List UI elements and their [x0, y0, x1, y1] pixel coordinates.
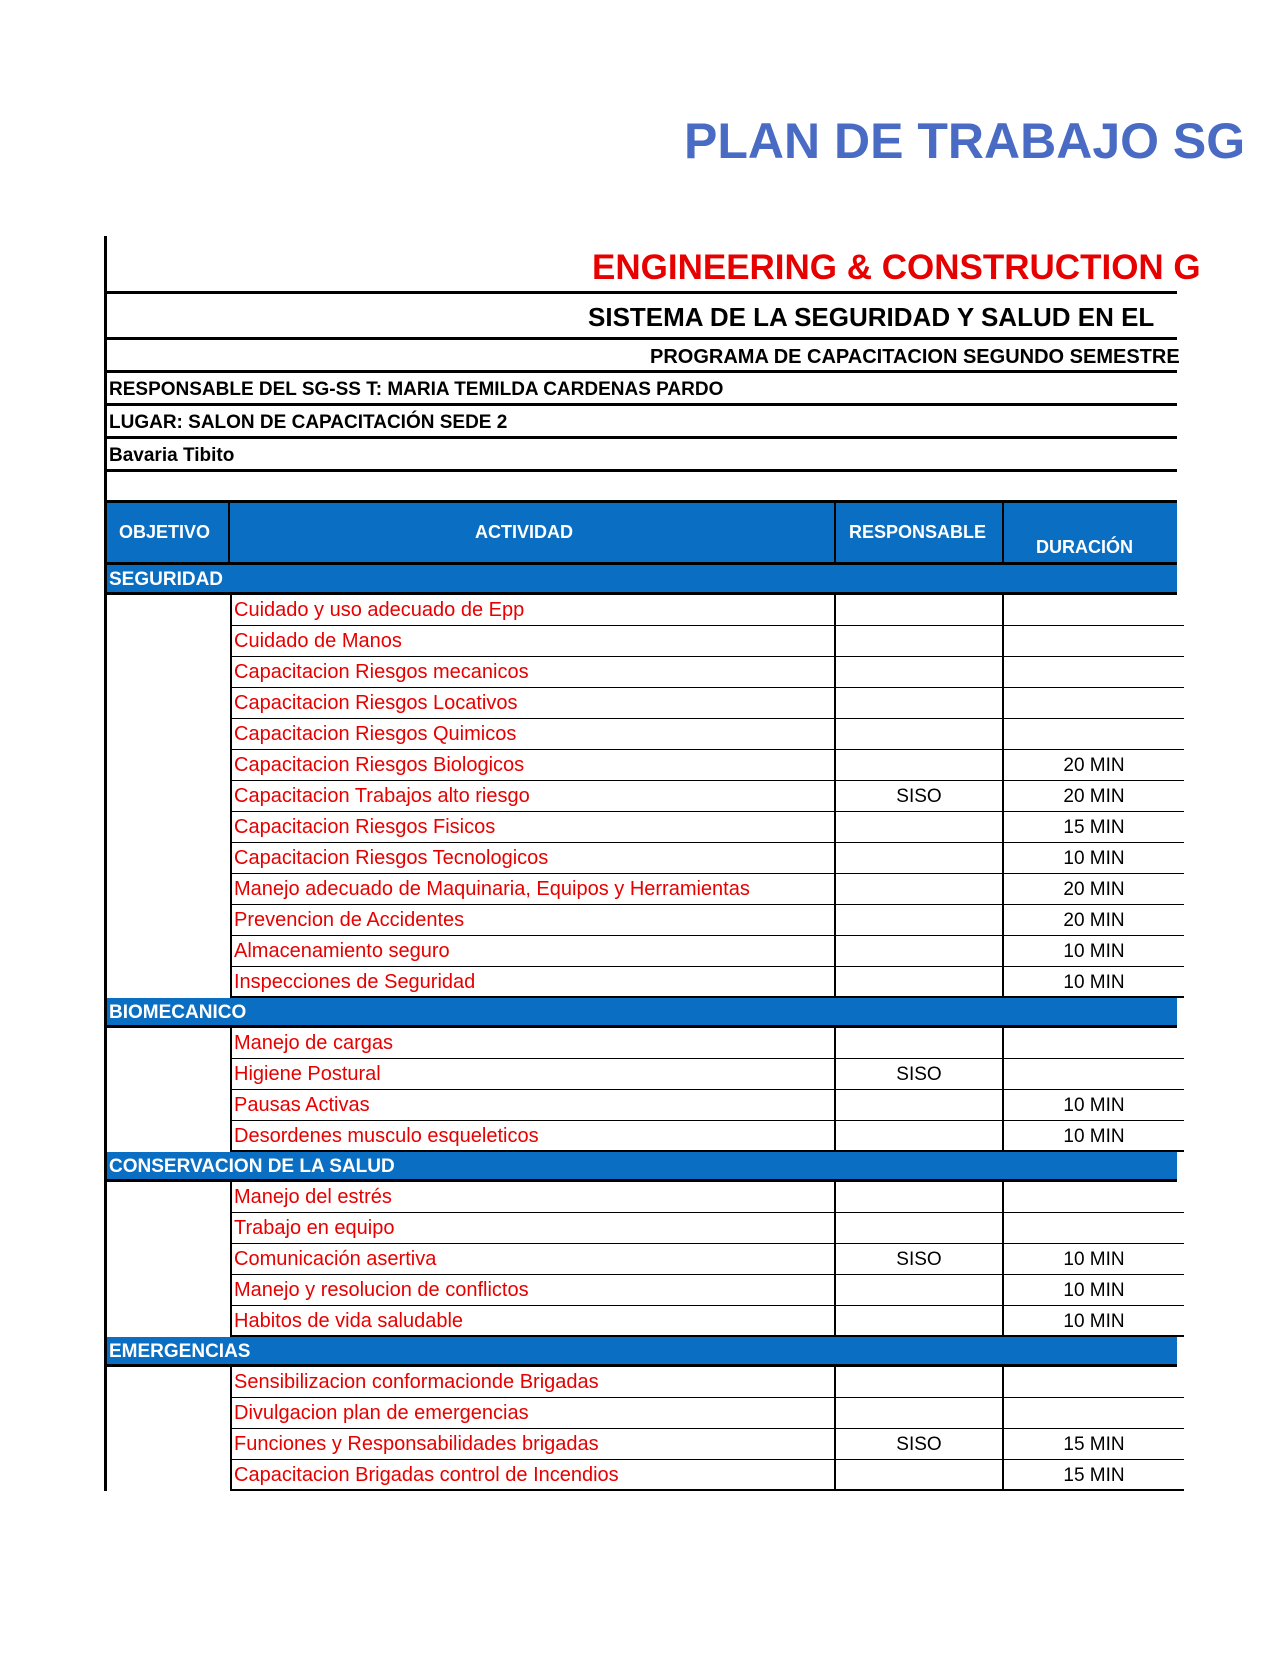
duration-cell	[1004, 1059, 1184, 1090]
table-row	[107, 1090, 1177, 1121]
activity-cell: Manejo de cargas	[230, 1028, 836, 1059]
responsible-cell	[836, 1306, 1004, 1337]
activity-cell: Comunicación asertiva	[230, 1244, 836, 1275]
table-row	[107, 626, 1177, 657]
program-row	[107, 340, 1180, 373]
duration-cell: 20 MIN	[1004, 905, 1184, 936]
header-duration	[1004, 503, 1184, 565]
blank-row	[107, 472, 1177, 503]
activity-cell: Capacitacion Riesgos Tecnologicos	[230, 843, 836, 874]
table-row	[107, 1460, 1177, 1491]
section-name: EMERGENCIAS	[109, 1341, 251, 1362]
responsible-cell	[836, 1182, 1004, 1213]
responsible-cell	[836, 1028, 1004, 1059]
system-row	[107, 294, 1177, 340]
responsible-cell	[836, 1398, 1004, 1429]
page-title: PLAN DE TRABAJO SG	[684, 113, 1246, 169]
program-title: PROGRAMA DE CAPACITACION SEGUNDO SEMESTRE	[650, 346, 1180, 368]
duration-cell: 20 MIN	[1004, 750, 1184, 781]
table-row	[107, 1028, 1177, 1059]
duration-cell	[1004, 688, 1184, 719]
site-row	[107, 439, 1177, 472]
responsible-cell	[836, 1460, 1004, 1491]
activity-cell: Almacenamiento seguro	[230, 936, 836, 967]
activity-cell: Inspecciones de Seguridad	[230, 967, 836, 998]
duration-cell: 15 MIN	[1004, 1429, 1184, 1460]
responsible-cell: SISO	[836, 1244, 1004, 1275]
table-row	[107, 688, 1177, 719]
responsible-text: RESPONSABLE DEL SG-SS T: MARIA TEMILDA CARDENAS PARDO	[109, 379, 724, 400]
responsible-cell	[836, 1275, 1004, 1306]
responsible-cell: SISO	[836, 1059, 1004, 1090]
header-duration-label: DURACIÓN	[1036, 537, 1133, 557]
table-row	[107, 1182, 1177, 1213]
table-row	[107, 936, 1177, 967]
responsible-cell	[836, 874, 1004, 905]
duration-cell: 15 MIN	[1004, 1460, 1184, 1491]
table-row	[107, 657, 1177, 688]
table-row	[107, 967, 1177, 998]
activity-cell: Manejo adecuado de Maquinaria, Equipos y Herramientas	[230, 874, 836, 905]
table-row	[107, 1213, 1177, 1244]
table-row	[107, 812, 1177, 843]
duration-cell	[1004, 1028, 1184, 1059]
system-title: SISTEMA DE LA SEGURIDAD Y SALUD EN EL	[588, 302, 1155, 332]
table-row	[107, 1429, 1177, 1460]
duration-cell: 15 MIN	[1004, 812, 1184, 843]
responsible-cell: SISO	[836, 1429, 1004, 1460]
responsible-cell	[836, 967, 1004, 998]
duration-cell: 10 MIN	[1004, 936, 1184, 967]
table-row	[107, 843, 1177, 874]
responsible-cell	[836, 688, 1004, 719]
table-row	[107, 1244, 1177, 1275]
activity-cell: Capacitacion Riesgos Fisicos	[230, 812, 836, 843]
section-header	[107, 1152, 1177, 1182]
activity-cell: Higiene Postural	[230, 1059, 836, 1090]
activity-cell: Capacitacion Trabajos alto riesgo	[230, 781, 836, 812]
activity-cell: Capacitacion Riesgos Biologicos	[230, 750, 836, 781]
table-row	[107, 874, 1177, 905]
place-row	[107, 406, 1177, 439]
activity-cell: Cuidado y uso adecuado de Epp	[230, 595, 836, 626]
site-text: Bavaria Tibito	[109, 445, 235, 466]
table-row	[107, 595, 1177, 626]
table-row	[107, 1275, 1177, 1306]
duration-cell	[1004, 626, 1184, 657]
activity-cell: Capacitacion Riesgos Quimicos	[230, 719, 836, 750]
table-row	[107, 1121, 1177, 1152]
activity-cell: Pausas Activas	[230, 1090, 836, 1121]
responsible-cell	[836, 1367, 1004, 1398]
duration-cell	[1004, 657, 1184, 688]
section-name: CONSERVACION DE LA SALUD	[109, 1156, 395, 1177]
company-name: ENGINEERING & CONSTRUCTION G	[592, 248, 1201, 287]
activity-cell: Habitos de vida saludable	[230, 1306, 836, 1337]
table-body	[107, 565, 1177, 1491]
table-row	[107, 1306, 1177, 1337]
place-text: LUGAR: SALON DE CAPACITACIÓN SEDE 2	[109, 412, 508, 433]
header-objective-label: OBJETIVO	[119, 522, 211, 542]
training-plan-sheet	[104, 236, 1201, 1491]
responsible-cell	[836, 1090, 1004, 1121]
responsible-cell	[836, 1213, 1004, 1244]
header-responsible-label: RESPONSABLE	[849, 522, 987, 542]
duration-cell: 10 MIN	[1004, 1090, 1184, 1121]
activity-cell: Capacitacion Brigadas control de Incendios	[230, 1460, 836, 1491]
table-header	[107, 503, 1177, 565]
responsible-row	[107, 373, 1177, 406]
activity-cell: Manejo y resolucion de conflictos	[230, 1275, 836, 1306]
company-row	[107, 236, 1201, 294]
duration-cell: 20 MIN	[1004, 874, 1184, 905]
duration-cell	[1004, 719, 1184, 750]
table-row	[107, 1059, 1177, 1090]
responsible-cell	[836, 750, 1004, 781]
activity-cell: Manejo del estrés	[230, 1182, 836, 1213]
table-row	[107, 719, 1177, 750]
duration-cell: 10 MIN	[1004, 1121, 1184, 1152]
header-activity-label: ACTIVIDAD	[475, 522, 573, 542]
table-row	[107, 1367, 1177, 1398]
responsible-cell: SISO	[836, 781, 1004, 812]
activity-cell: Capacitacion Riesgos Locativos	[230, 688, 836, 719]
duration-cell	[1004, 1398, 1184, 1429]
table-row	[107, 781, 1177, 812]
section-header	[107, 1337, 1177, 1367]
section-name: BIOMECANICO	[109, 1002, 247, 1023]
duration-cell: 10 MIN	[1004, 1275, 1184, 1306]
duration-cell: 10 MIN	[1004, 1306, 1184, 1337]
duration-cell	[1004, 1213, 1184, 1244]
responsible-cell	[836, 812, 1004, 843]
duration-cell	[1004, 1182, 1184, 1213]
header-responsible	[836, 503, 1004, 565]
responsible-cell	[836, 843, 1004, 874]
activity-cell: Desordenes musculo esqueleticos	[230, 1121, 836, 1152]
table-row	[107, 905, 1177, 936]
duration-cell: 10 MIN	[1004, 1244, 1184, 1275]
activity-cell: Funciones y Responsabilidades brigadas	[230, 1429, 836, 1460]
responsible-cell	[836, 905, 1004, 936]
section-name: SEGURIDAD	[109, 569, 224, 590]
header-activity	[230, 503, 836, 565]
section-header	[107, 565, 1177, 595]
responsible-cell	[836, 719, 1004, 750]
activity-cell: Prevencion de Accidentes	[230, 905, 836, 936]
responsible-cell	[836, 1121, 1004, 1152]
activity-cell: Trabajo en equipo	[230, 1213, 836, 1244]
duration-cell: 10 MIN	[1004, 843, 1184, 874]
responsible-cell	[836, 626, 1004, 657]
activity-cell: Cuidado de Manos	[230, 626, 836, 657]
duration-cell: 10 MIN	[1004, 967, 1184, 998]
duration-cell: 20 MIN	[1004, 781, 1184, 812]
table-row	[107, 1398, 1177, 1429]
activity-cell: Sensibilizacion conformacionde Brigadas	[230, 1367, 836, 1398]
responsible-cell	[836, 936, 1004, 967]
table-row	[107, 750, 1177, 781]
header-objective	[107, 503, 230, 565]
responsible-cell	[836, 595, 1004, 626]
responsible-cell	[836, 657, 1004, 688]
activity-cell: Divulgacion plan de emergencias	[230, 1398, 836, 1429]
activity-cell: Capacitacion Riesgos mecanicos	[230, 657, 836, 688]
duration-cell	[1004, 1367, 1184, 1398]
section-header	[107, 998, 1177, 1028]
duration-cell	[1004, 595, 1184, 626]
